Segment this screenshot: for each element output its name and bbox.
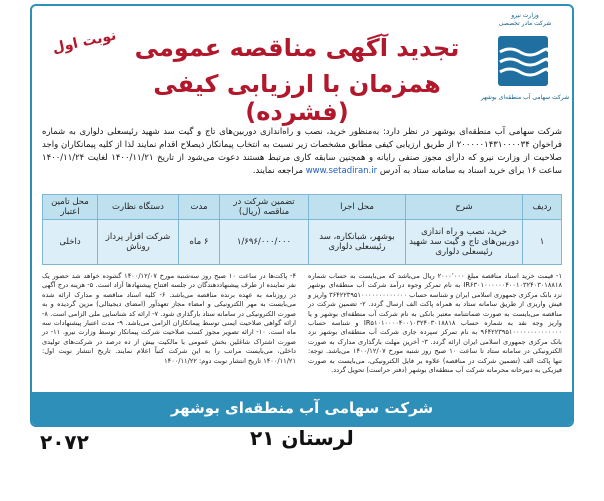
header-supervisor: دستگاه نظارت: [98, 195, 179, 220]
intro-paragraph: [42, 126, 562, 178]
cell-location: بوشهر، شبانکاره، سد رئیسعلی دلواری: [309, 220, 406, 265]
table-header-row: [43, 195, 562, 220]
logo-org-top: وزارت نیرو: [511, 12, 539, 19]
header-duration: مدت: [179, 195, 220, 220]
cell-duration: ۶ ماه: [179, 220, 220, 265]
cell-funding: داخلی: [43, 220, 98, 265]
tender-table: [42, 194, 562, 265]
notes-left-column: ۴- پاکت‌ها در ساعت ۱۰ صبح روز سه‌شنبه مورخ ۱۴۰۰/۱۲/۰۷ گشوده خواهد شد حضور یک نفر نماینده از طرف پیشنهاددهندگان در جلسه افتتاح پیشنهادها آزاد است. ۵- هزینه درج آگهی در روزنامه به عهده برنده مناقصه می‌باشد. ۶- کلیه اسناد مناقصه و مدارک ارائه شده می‌بایست به مهر الکترونیکی و امضاء مجاز تعهدآور (امضای دیجیتالی) مزین گردیده و به صورت الکترونیکی در سامانه ستاد بارگذاری شود. ۷- ارائه کد شناسایی ملی الزامی است. ۸- ارائه گواهی صلاحیت ایمنی توسط پیمانکاران الزامی می‌باشد. ۹- مدت اعتبار پیشنهادات سه ماه است. ۱۰- ارائه تصویر مجوز کسب صلاحیت شرکت پیمانکار توسط وزارت نیرو. ۱۱- در صورت اشتراک شاغلین بخش عمومی با مالکیت بیش از ده درصد در شرکت‌های تولیدی داخلی، می‌بایست مراتب را به این شرکت کتباً اعلام نمایند. تاریخ انتشار نوبت اول: ۱۴۰۰/۱۱/۲۱ تاریخ انتشار نوبت دوم: ۱۴۰۰/۱۱/۲۲: [42, 272, 297, 365]
ad-header: [32, 6, 572, 126]
cell-row-no: ۱: [523, 220, 562, 265]
intro-text: شرکت سهامی آب منطقه‌ای بوشهر در نظر دارد: به‌منظور خرید، نصب و راه‌اندازی دوربین‌های تاج و گیت سد شهید رئیسعلی دلواری به شماره فراخوان ۲۰۰۰۰۰۱۴۳۱۰۰۰۰۳۴ از طریق ارزیابی کیفی مطابق مشخصات زیر نسبت به انتخاب پیمانکار ذیصلاح اقدام نمایند لذا از کلیه پیمانکاران واجد صلاحیت از وزارت نیرو که دارای مجوز صنفی رایانه و همچنین سابقه کاری مرتبط هستند دعوت می‌شود از تاریخ ۱۴۰۰/۱۱/۲۱ لغایت ۱۴۰۰/۱۱/۲۴ ساعت ۱۶ برای خرید اسناد به سامانه ستاد به آدرس: [42, 127, 562, 176]
header-funding: محل تامین اعتبار: [43, 195, 98, 220]
logo-org-name: شرکت سهامی آب منطقه‌ای بوشهر: [480, 94, 570, 101]
ad-publication-label: لرستان ۲۱: [250, 426, 354, 450]
cell-supervisor: شرکت افزار پرداز روناش: [98, 220, 179, 265]
cell-desc: خرید، نصب و راه اندازی دوربین‌های تاج و گیت سد شهید رئیسعلی دلواری: [406, 220, 523, 265]
advertisement-frame: [30, 4, 574, 427]
header-row-no: ردیف: [523, 195, 562, 220]
notes-right-column: ۱- قیمت خرید اسناد مناقصه مبلغ ۲۰۰۰٬۰۰۰ ریال می‌باشد که می‌بایست به حساب شماره IR۶۳۰۱۰۰۰۰۰۰۴۰۰۱۰۳۲۴۰۳۰۱۸۸۱۸ به نام تمرکز وجوه درآمد شرکت آب منطقه‌ای بوشهر نزد بانک مرکزی جمهوری اسلامی ایران و شناسه حساب ۳۶۴۲۲۳۹۵۱۰۰۰۰۰۰۰۰۰۰۰۰۰ واریز و فیش واریزی از طریق سامانه ستاد به همراه پاکت الف ارسال گردد. ۲- تضمین شرکت در مناقصه می‌بایست به صورت ضمانتنامه معتبر بانکی به نام شرکت آب منطقه‌ای بوشهر و یا واریز وجه نقد به شماره حساب IR۵۱۰۱۰۰۰۰۴۰۰۱۰۳۲۴۰۳۰۱۸۸۱۸ و شناسه حساب ۹۶۴۲۲۳۹۵۱۰۰۰۰۰۰۰۰۰۰۰۰۰۰ به نام تمرکز سپرده جاری شرکت آب منطقه‌ای بوشهر نزد بانک مرکزی جمهوری اسلامی ایران ارائه گردد. ۳- آخرین مهلت بارگذاری مدارک به صورت الکترونیکی در سامانه ستاد تا ساعت ۱۰ صبح روز شنبه مورخ ۱۴۰۰/۱۲/۰۷ می‌باشد. توجه: تنها پاکت الف (تضمین شرکت در مناقصه) علاوه بر فایل الکترونیکی، می‌بایست به صورت فیزیکی به دبیرخانه محرمانه شرکت آب منطقه‌ای بوشهر (دفتر حراست) تحویل گردد.: [308, 272, 562, 375]
round-label: نوبت اول: [51, 27, 118, 57]
cell-guarantee: ۱/۶۹۶/۰۰۰/۰۰۰: [220, 220, 309, 265]
header-guarantee: تضمین شرکت در مناقصه (ریال): [220, 195, 309, 220]
header-location: محل اجرا: [309, 195, 406, 220]
logo-org-mid: شرکت مادر تخصصی: [498, 20, 552, 27]
logo-org-text: [480, 12, 570, 28]
header-desc: شرح: [406, 195, 523, 220]
table-row: [43, 220, 562, 265]
setad-link[interactable]: www.setadiran.ir: [305, 166, 378, 176]
footer-org-bar: شرکت سهامی آب منطقه‌ای بوشهر: [32, 392, 572, 425]
intro-suffix: مراجعه نمایند.: [252, 166, 304, 176]
ad-title-line1: تجدید آگهی مناقصه عمومی: [134, 34, 460, 62]
notes-section: [42, 272, 562, 387]
ad-title-line2: همزمان با ارزیابی کیفی (فشرده): [153, 70, 441, 126]
ad-code: ۲۰۷۲: [40, 430, 89, 454]
